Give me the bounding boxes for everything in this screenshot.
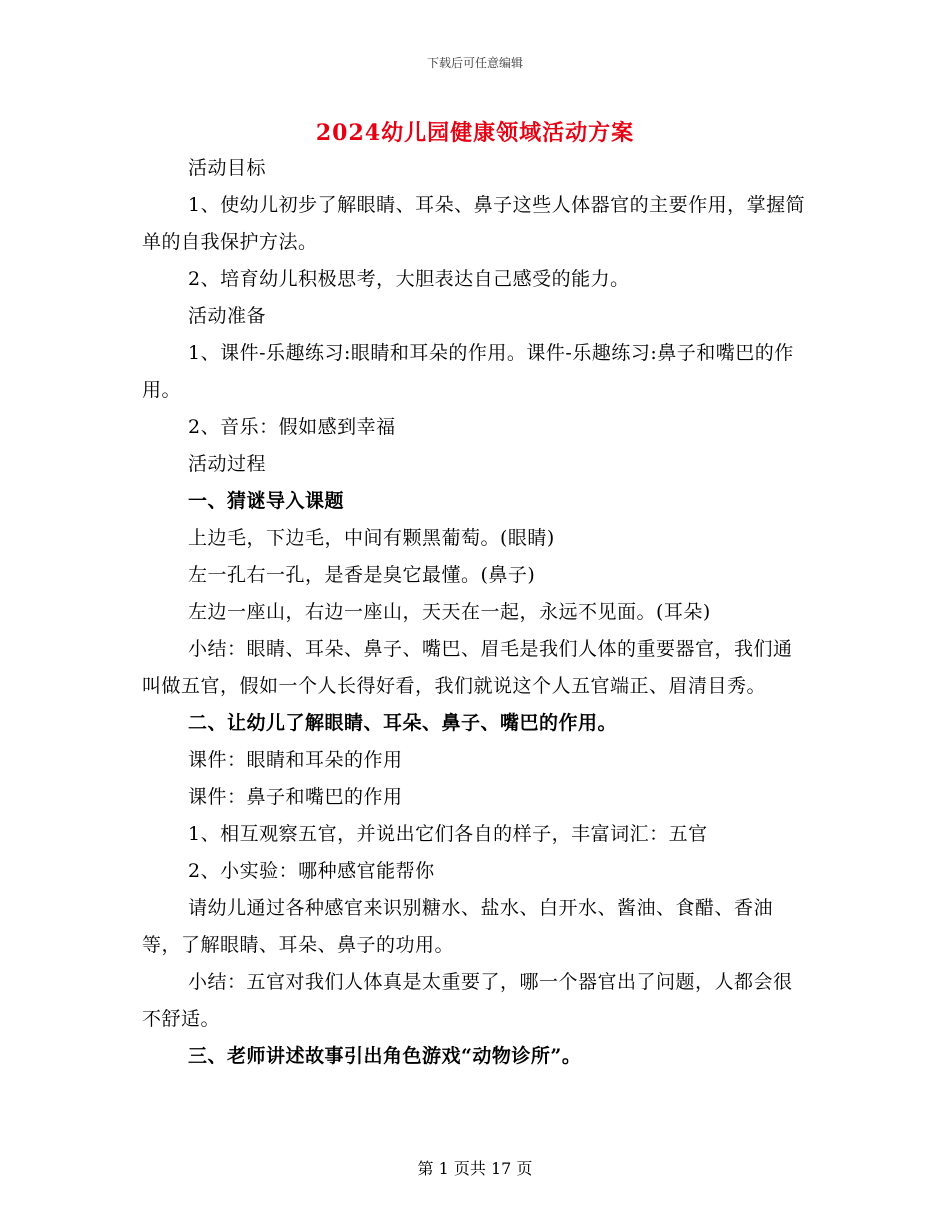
document-body [142, 150, 808, 1075]
paragraph: 上边毛，下边毛，中间有颗黑葡萄。(眼睛) [188, 527, 555, 549]
paragraph: 2、小实验：哪种感官能帮你 [188, 860, 435, 882]
paragraph: 2、音乐：假如感到幸福 [188, 416, 396, 438]
paragraph: 请幼儿通过各种感官来识别糖水、盐水、白开水、酱油、食醋、香油等，了解眼睛、耳朵、鼻子的功用。 [142, 897, 774, 956]
paragraph: 课件：眼睛和耳朵的作用 [188, 749, 403, 771]
document-title: 2024幼儿园健康领域活动方案 [315, 120, 635, 146]
paragraph: 活动目标 [188, 157, 267, 179]
paragraph: 活动准备 [188, 305, 267, 327]
paragraph: 左边一座山，右边一座山，天天在一起，永远不见面。(耳朵) [188, 601, 711, 623]
header-note: 下载后可任意编辑 [426, 56, 523, 70]
paragraph: 1、课件-乐趣练习:眼睛和耳朵的作用。课件-乐趣练习:鼻子和嘴巴的作用。 [142, 342, 794, 401]
paragraph: 小结：眼睛、耳朵、鼻子、嘴巴、眉毛是我们人体的重要器官，我们通叫做五官，假如一个人长得好看，我们就说这个人五官端正、眉清目秀。 [142, 638, 793, 697]
paragraph: 课件：鼻子和嘴巴的作用 [188, 786, 403, 808]
paragraph: 小结：五官对我们人体真是太重要了，哪一个器官出了问题，人都会很不舒适。 [142, 971, 793, 1030]
section-heading: 一、猜谜导入课题 [188, 490, 345, 512]
section-heading: 二、让幼儿了解眼睛、耳朵、鼻子、嘴巴的作用。 [188, 712, 618, 734]
paragraph: 活动过程 [188, 453, 267, 475]
paragraph: 1、相互观察五官，并说出它们各自的样子，丰富词汇：五官 [188, 823, 708, 845]
paragraph: 2、培育幼儿积极思考，大胆表达自己感受的能力。 [188, 268, 630, 290]
section-heading: 三、老师讲述故事引出角色游戏“动物诊所”。 [188, 1045, 582, 1067]
paragraph: 左一孔右一孔，是香是臭它最懂。(鼻子) [188, 564, 536, 586]
paragraph: 1、使幼儿初步了解眼睛、耳朵、鼻子这些人体器官的主要作用，掌握简单的自我保护方法。 [142, 194, 806, 253]
page-number: 第 1 页共 17 页 [417, 1159, 533, 1178]
